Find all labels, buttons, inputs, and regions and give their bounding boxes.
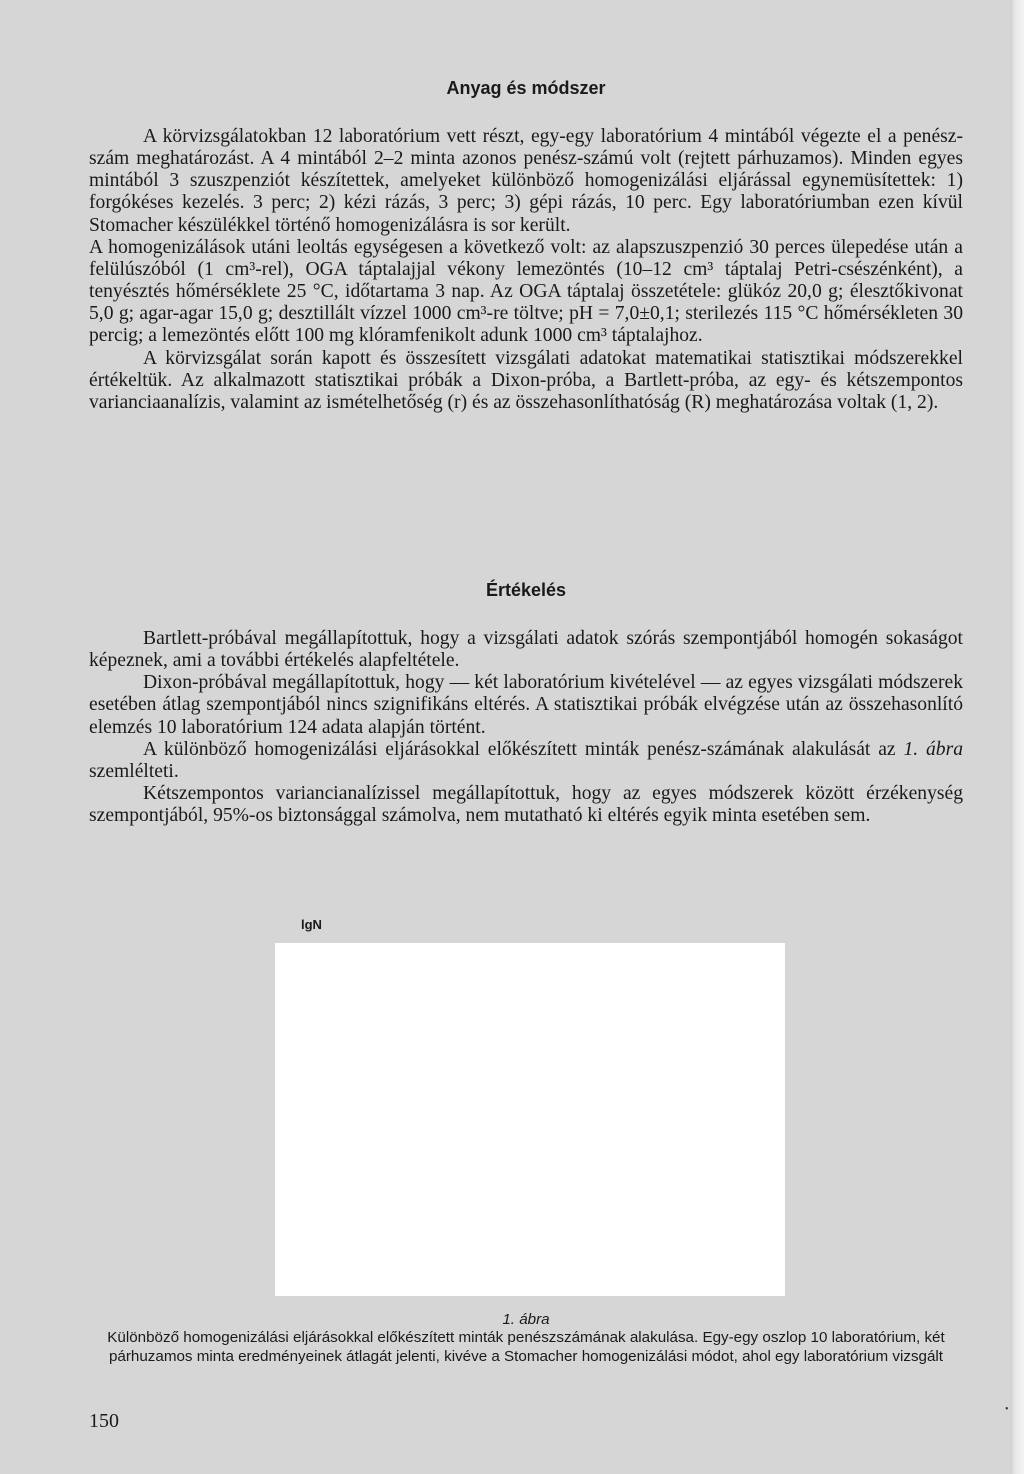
evaluation-body	[89, 628, 963, 827]
methods-paragraph-2: A homogenizálások utáni leoltás egységesen a következő volt: az alapszuszpenzió 30 perces ülepedése után a felülúszóból (1 cm³-rel), OGA táptalajjal vékony lemezöntés (10–12 cm³ táptalaj Petri-csészénként), a tenyésztés hőmérséklete 25 °C, időtartama 3 nap. Az OGA táptalaj összetétele: glükóz 20,0 g; élesztőkivonat 5,0 g; agar-agar 15,0 g; desztillált vízzel 1000 cm³-re töltve; pH = 7,0±0,1; sterilezés 115 °C hőmérsékleten 30 percig; a lemezöntés előtt 100 mg klóramfenikolt adunk 1000 cm³ táptalajhoz.	[89, 236, 963, 347]
figure-caption	[89, 1311, 963, 1366]
page-edge	[1010, 0, 1024, 1474]
evaluation-paragraph-3	[89, 739, 963, 783]
figure-axis-label: lgN	[301, 917, 322, 932]
figure-reference: 1. ábra	[903, 738, 963, 760]
evaluation-paragraph-1: Bartlett-próbával megállapítottuk, hogy a vizsgálati adatok szórás szempontjából homogén sokaságot képeznek, ami a további értékelés alapfeltétele.	[89, 628, 963, 672]
scan-mark-dot: •	[1005, 1404, 1009, 1415]
page-number: 150	[89, 1410, 119, 1432]
evaluation-paragraph-2: Dixon-próbával megállapítottuk, hogy — két laboratórium kivételével — az egyes vizsgálati módszerek esetében átlag szempontjából nincs szignifikáns eltérés. A statisztikai próbák elvégzése után az összehasonlító elemzés 10 laboratórium 124 adata alapján történt.	[89, 672, 963, 738]
figure-caption-text: Különböző homogenizálási eljárásokkal előkészített minták penészszámának alakulása. Egy-egy oszlop 10 laboratórium, két párhuzamos minta eredményeinek átlagát jelenti, kivéve a Stomacher homogenizálási módot, ahol egy laboratórium vizsgált	[107, 1329, 945, 1365]
methods-paragraph-1: A körvizsgálatokban 12 laboratórium vett részt, egy-egy laboratórium 4 mintából végezte el a penész-szám meghatározást. A 4 mintából 2–2 minta azonos penész-számú volt (rejtett párhuzamos). Minden egyes mintából 3 szuszpenziót készítettek, amelyeket különböző homogenizálási eljárással egynemüsítettek: 1) forgókéses kezelés. 3 perc; 2) kézi rázás, 3 perc; 3) gépi rázás, 10 perc. Egy laboratóriumban ezen kívül Stomacher készülékkel történő homogenizálásra is sor került.	[89, 126, 963, 236]
figure-reference-text: A különböző homogenizálási eljárásokkal előkészített minták penész-számának alakulását az	[143, 738, 904, 760]
section-heading-methods: Anyag és módszer	[446, 78, 606, 98]
methods-body	[89, 126, 963, 414]
figure-image-area	[275, 943, 785, 1296]
methods-paragraph-3: A körvizsgálat során kapott és összesített vizsgálati adatokat matematikai statisztikai módszerekkel értékeltük. Az alkalmazott statisztikai próbák a Dixon-próba, a Bartlett-próba, az egy- és kétszempontos varianciaanalízis, valamint az ismételhetőség (r) és az összehasonlíthatóság (R) meghatározása voltak (1, 2).	[89, 347, 963, 413]
figure-reference-tail: szemlélteti.	[89, 760, 179, 782]
section-heading-evaluation: Értékelés	[485, 580, 567, 600]
figure-number: 1. ábra	[502, 1311, 550, 1328]
evaluation-paragraph-4: Kétszempontos variancianalízissel megállapítottuk, hogy az egyes módszerek között érzékenység szempontjából, 95%-os biztonsággal számolva, nem mutatható ki eltérés egyik minta esetében sem.	[89, 783, 963, 827]
